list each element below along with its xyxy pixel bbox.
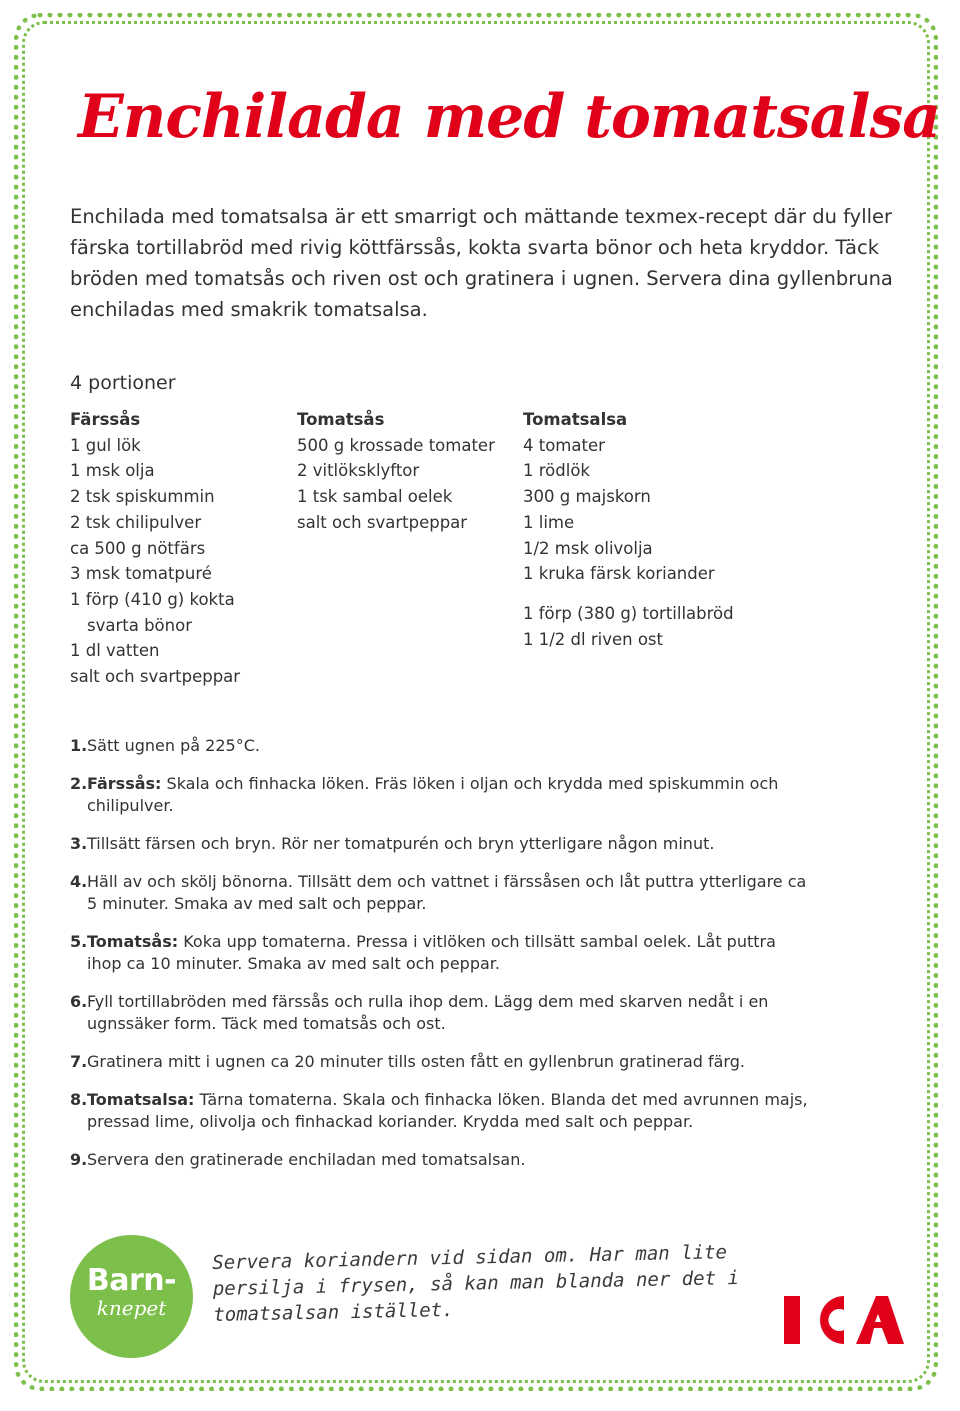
ingredients-tomatsalsa xyxy=(523,407,734,652)
step-label: Tomatsalsa: xyxy=(87,1090,195,1109)
ingredient-item: 1 rödlök xyxy=(523,461,590,481)
step-number: 9. xyxy=(70,1150,88,1169)
step-number: 6. xyxy=(70,992,88,1011)
ingredient-item: 1/2 msk olivolja xyxy=(523,538,653,558)
ingredient-heading: Färssås xyxy=(70,410,141,429)
step-2 xyxy=(70,773,810,817)
step-label: Tomatsås: xyxy=(87,932,179,951)
step-3 xyxy=(70,833,810,855)
step-1 xyxy=(70,735,810,757)
step-body: Häll av och skölj bönorna. Tillsätt dem och vattnet i färssåsen och låt puttra ytterligare ca 5 minuter. Smaka av med salt och peppar. xyxy=(87,872,807,913)
ingredient-heading: Tomatsalsa xyxy=(523,410,628,429)
ingredient-item: 4 tomater xyxy=(523,435,605,455)
step-number: 5. xyxy=(70,932,88,951)
step-8 xyxy=(70,1089,810,1133)
ingredient-item: 1 kruka färsk koriander xyxy=(523,564,715,584)
step-text xyxy=(87,1089,810,1133)
step-text xyxy=(87,833,714,855)
step-4 xyxy=(70,871,810,915)
instruction-steps xyxy=(70,735,810,1187)
ingredient-item: salt och svartpeppar xyxy=(297,512,468,532)
step-body: Gratinera mitt i ugnen ca 20 minuter tills osten fått en gyllenbrun gratinerad färg. xyxy=(87,1052,745,1071)
step-text xyxy=(87,871,810,915)
step-number: 1. xyxy=(70,736,88,755)
ingredient-item: 1 tsk sambal oelek xyxy=(297,487,453,507)
ingredient-item: 1 lime xyxy=(523,512,575,532)
ingredient-heading: Tomatsås xyxy=(297,410,385,429)
step-6 xyxy=(70,991,810,1035)
step-body: Skala och finhacka löken. Fräs löken i oljan och krydda med spiskummin och chilipulver. xyxy=(87,774,779,815)
step-text xyxy=(87,931,810,975)
step-7 xyxy=(70,1051,810,1073)
ingredient-item: 2 vitlöksklyftor xyxy=(297,461,420,481)
ingredient-item: 300 g majskorn xyxy=(523,487,651,507)
step-body: Tärna tomaterna. Skala och finhacka löken. Blanda det med avrunnen majs, pressad lime, olivolja och finhackad koriander. Krydda med salt och peppar. xyxy=(87,1090,808,1131)
step-number: 8. xyxy=(70,1090,88,1109)
step-5 xyxy=(70,931,810,975)
step-text xyxy=(87,735,260,757)
step-body: Tillsätt färsen och bryn. Rör ner tomatpurén och bryn ytterligare någon minut. xyxy=(87,834,715,853)
ingredient-item: 1 dl vatten xyxy=(70,641,160,661)
barnknepet-badge xyxy=(70,1235,193,1358)
recipe-title: Enchilada med tomatsalsa xyxy=(78,82,941,152)
badge-line-2: knepet xyxy=(96,1296,167,1320)
step-text xyxy=(87,1149,525,1171)
ingredient-item: 2 tsk chilipulver xyxy=(70,512,202,532)
handwritten-tip: Servera koriandern vid sidan om. Har man lite persilja i frysen, så kan man blanda ner det i tomatsalsan istället. xyxy=(212,1241,740,1326)
ingredients-tomatsas xyxy=(297,407,495,536)
step-label: Färssås: xyxy=(87,774,162,793)
step-number: 2. xyxy=(70,774,88,793)
ingredients-farssas xyxy=(70,407,240,690)
spacer xyxy=(523,587,734,601)
step-number: 7. xyxy=(70,1052,88,1071)
recipe-intro: Enchilada med tomatsalsa är ett smarrigt och mättande texmex-recept där du fyller färska tortillabröd med rivig köttfärssås, kokta svarta bönor och heta kryddor. Täck bröden med tomatsås och riven ost och gratinera i ugnen. Servera dina gyllenbruna enchiladas med smakrik tomatsalsa. xyxy=(70,205,893,321)
ingredient-item: 3 msk tomatpuré xyxy=(70,564,212,584)
portions-label: 4 portioner xyxy=(70,372,176,394)
ingredient-item: salt och svartpeppar xyxy=(70,667,241,687)
step-text xyxy=(87,773,810,817)
step-9 xyxy=(70,1149,810,1171)
ingredient-item: 1 msk olja xyxy=(70,461,155,481)
ingredient-item: 1 förp (380 g) tortillabröd xyxy=(523,603,734,623)
step-text xyxy=(87,991,810,1035)
ingredient-item: 1 1/2 dl riven ost xyxy=(523,629,663,649)
step-number: 4. xyxy=(70,872,88,891)
step-body: Fyll tortillabröden med färssås och rulla ihop dem. Lägg dem med skarven nedåt i en ugnssäker form. Täck med tomatsås och ost. xyxy=(87,992,769,1033)
ingredient-item: svarta bönor xyxy=(87,615,192,635)
step-body: Koka upp tomaterna. Pressa i vitlöken och tillsätt sambal oelek. Låt puttra ihop ca 10 minuter. Smaka av med salt och peppar. xyxy=(87,932,776,973)
ingredient-item: 1 förp (410 g) kokta xyxy=(70,589,235,609)
step-text xyxy=(87,1051,745,1073)
ica-logo xyxy=(782,1290,904,1348)
step-number: 3. xyxy=(70,834,88,853)
ingredient-item: 2 tsk spiskummin xyxy=(70,487,215,507)
ingredient-item: 1 gul lök xyxy=(70,435,141,455)
badge-line-1: Barn- xyxy=(86,1263,177,1298)
ingredient-item: ca 500 g nötfärs xyxy=(70,538,206,558)
step-body: Servera den gratinerade enchiladan med tomatsalsan. xyxy=(87,1150,526,1169)
ingredient-item: 500 g krossade tomater xyxy=(297,435,495,455)
step-body: Sätt ugnen på 225°C. xyxy=(87,736,260,755)
